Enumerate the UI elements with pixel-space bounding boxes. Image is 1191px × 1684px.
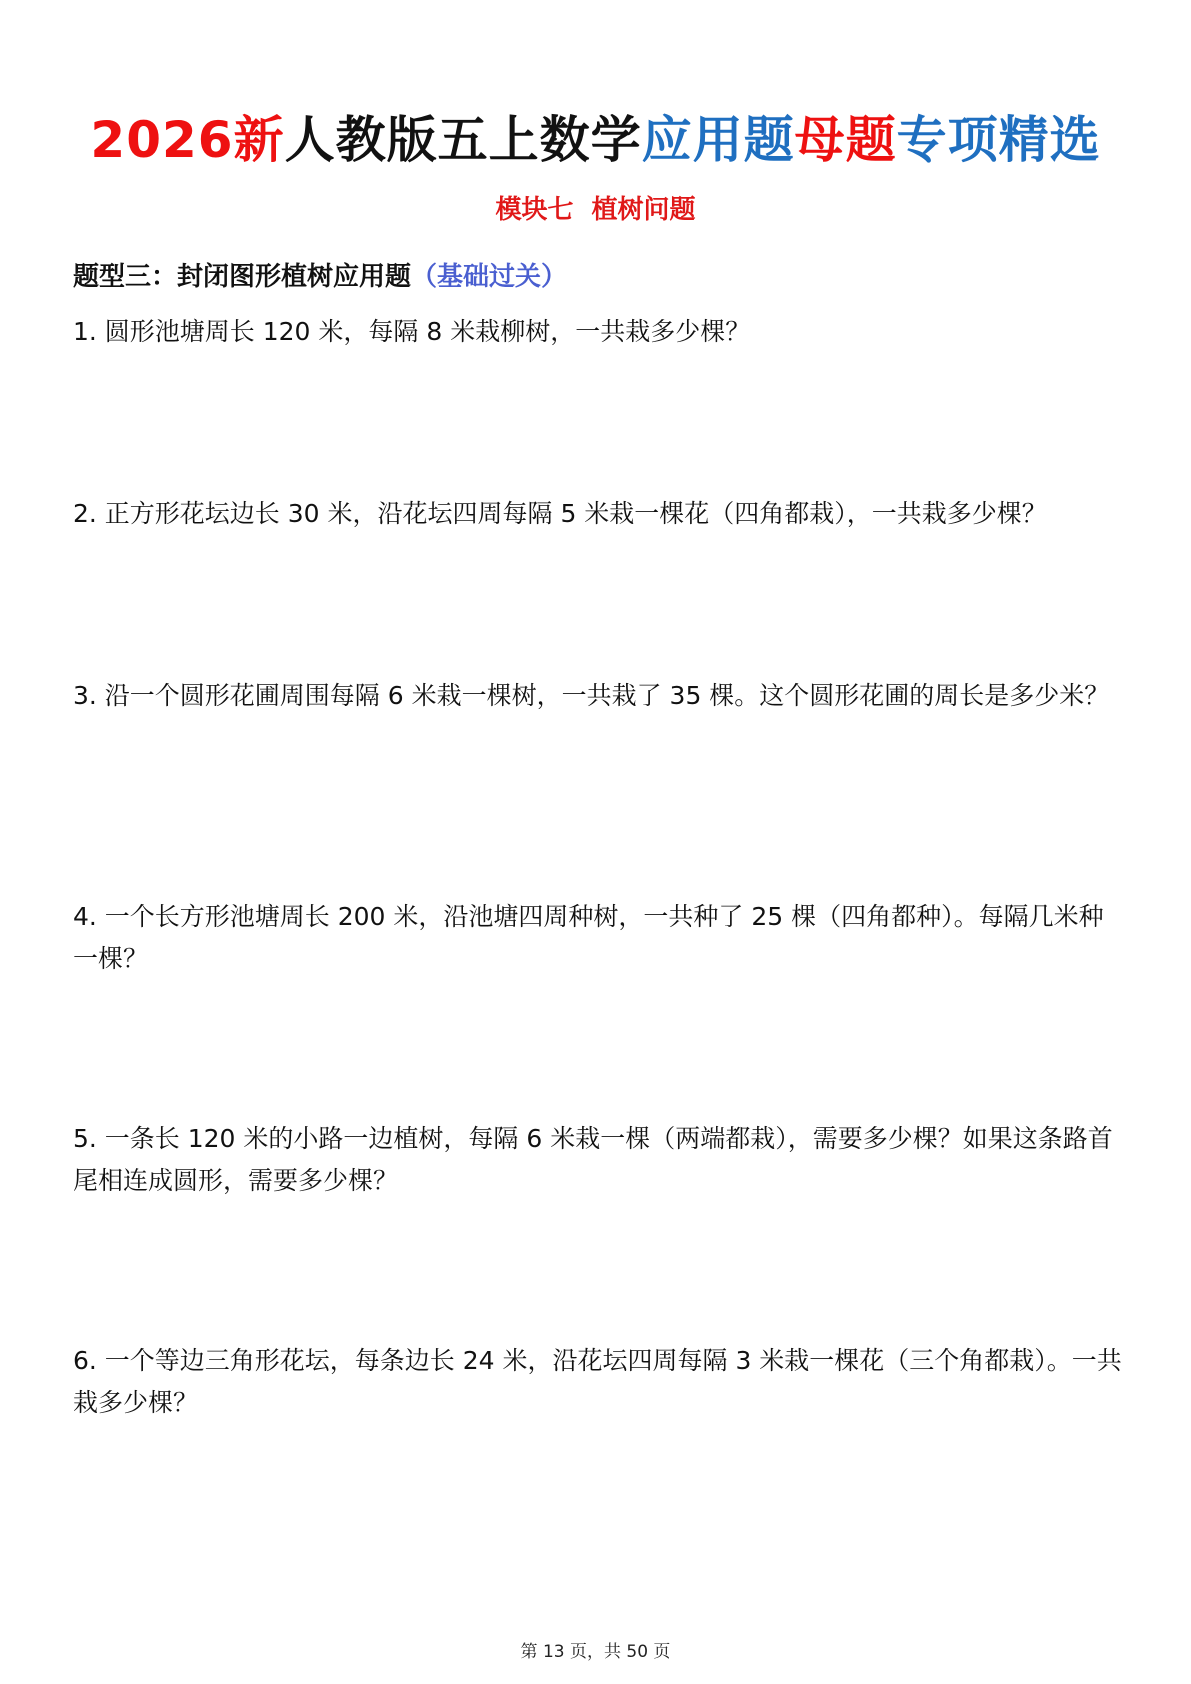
question-6: 6. 一个等边三角形花坛，每条边长 24 米，沿花坛四周每隔 3 米栽一棵花（三个角都栽）。一共栽多少棵？ [73, 1346, 1122, 1417]
section-heading [73, 257, 567, 297]
section-level-tag: （基础过关） [411, 262, 568, 292]
module-subtitle: 模块七 植树问题 [495, 195, 696, 225]
question-4: 4. 一个长方形池塘周长 200 米，沿池塘四周种树，一共种了 25 棵（四角都种）。每隔几米种一棵？ [73, 902, 1104, 973]
question-2: 2. 正方形花坛边长 30 米，沿花坛四周每隔 5 米栽一棵花（四角都栽），一共栽多少棵？ [73, 499, 1047, 528]
title-topic-part: 应用题 [641, 111, 795, 169]
section-label: 题型三：封闭图形植树应用题 [73, 262, 412, 292]
question-3: 3. 沿一个圆形花圃周围每隔 6 米栽一棵树，一共栽了 35 棵。这个圆形花圃的周长是多少米？ [73, 681, 1110, 710]
title-suffix-part: 专项精选 [896, 111, 1101, 169]
question-1: 1. 圆形池塘周长 120 米，每隔 8 米栽柳树，一共栽多少棵？ [73, 317, 751, 346]
title-book-part: 人教版五上数学 [284, 111, 642, 169]
title-year-part: 2026新 [90, 111, 285, 169]
page-title [0, 108, 1191, 172]
question-5: 5. 一条长 120 米的小路一边植树，每隔 6 米栽一棵（两端都栽），需要多少棵？如果这条路首尾相连成圆形，需要多少棵？ [73, 1124, 1113, 1195]
page-footer: 第 13 页，共 50 页 [520, 1642, 671, 1662]
title-highlight-part: 母题 [794, 111, 897, 169]
